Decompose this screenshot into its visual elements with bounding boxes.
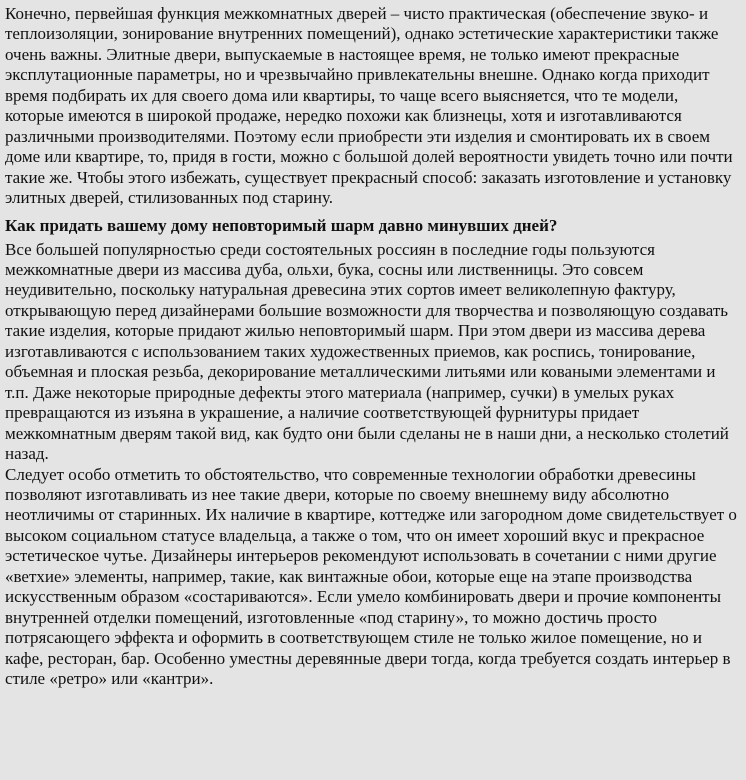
body-paragraph-1: Все большей популярностью среди состоятельных россиян в последние годы пользуются межкомнатные двери из массива дуба, ольхи, бука, сосны или лиственницы. Это совсем неудивительно, поскольку натуральная древесина этих сортов имеет великолепную фактуру, открывающую перед дизайнерами большие возможности для творчества и позволяющую создавать такие изделия, которые придают жилью неповторимый шарм. При этом двери из массива дерева изготавливаются с использованием таких художественных приемов, как роспись, тонирование, объемная и плоская резьба, декорирование металлическими литьями или коваными элементами и т.п. Даже некоторые природные дефекты этого материала (например, сучки) в умелых руках превращаются из изъяна в украшение, а наличие соответствующей фурнитуры придает межкомнатным дверям такой вид, как будто они были сделаны не в наши дни, а несколько столетий назад. [5, 239, 729, 464]
section-heading: Как придать вашему дому неповторимый шарм давно минувших дней? [5, 215, 558, 235]
body-paragraph-2: Следует особо отметить то обстоятельство, что современные технологии обработки древесины позволяют изготавливать из нее такие двери, которые по своему внешнему виду абсолютно неотличимы от старинных. Их наличие в квартире, коттедже или загородном доме свидетельствует о высоком социальном статусе владельца, а также о том, что он имеет хороший вкус и прекрасное эстетическое чутье. Дизайнеры интерьеров рекомендуют использовать в сочетании с ними другие «ветхие» элементы, например, такие, как винтажные обои, которые еще на этапе производства искусственным образом «состариваются». Если умело комбинировать двери и прочие компоненты внутренней отделки помещений, изготовленные «под старину», то можно достичь просто потрясающего эффекта и оформить в соответствующем стиле не только жилое помещение, но и кафе, ресторан, бар. Особенно уместны деревянные двери тогда, когда требуется создать интерьер в стиле «ретро» или «кантри». [5, 464, 737, 689]
intro-paragraph: Конечно, первейшая функция межкомнатных дверей – чисто практическая (обеспечение звуко- и теплоизоляции, зонирование внутренних помещений), однако эстетические характеристики также очень важны. Элитные двери, выпускаемые в настоящее время, не только имеют прекрасные эксплутационные параметры, но и чрезвычайно привлекательны внешне. Однако когда приходит время подбирать их для своего дома или квартиры, то чаще всего выясняется, что те модели, которые имеются в широкой продаже, нередко похожи как близнецы, хотя и изготавливаются различными производителями. Поэтому если приобрести эти изделия и смонтировать их в своем доме или квартире, то, придя в гости, можно с большой долей вероятности увидеть точно или почти такие же. Чтобы этого избежать, существует прекрасный способ: заказать изготовление и установку элитных дверей, стилизованных под старину. [5, 4, 733, 208]
